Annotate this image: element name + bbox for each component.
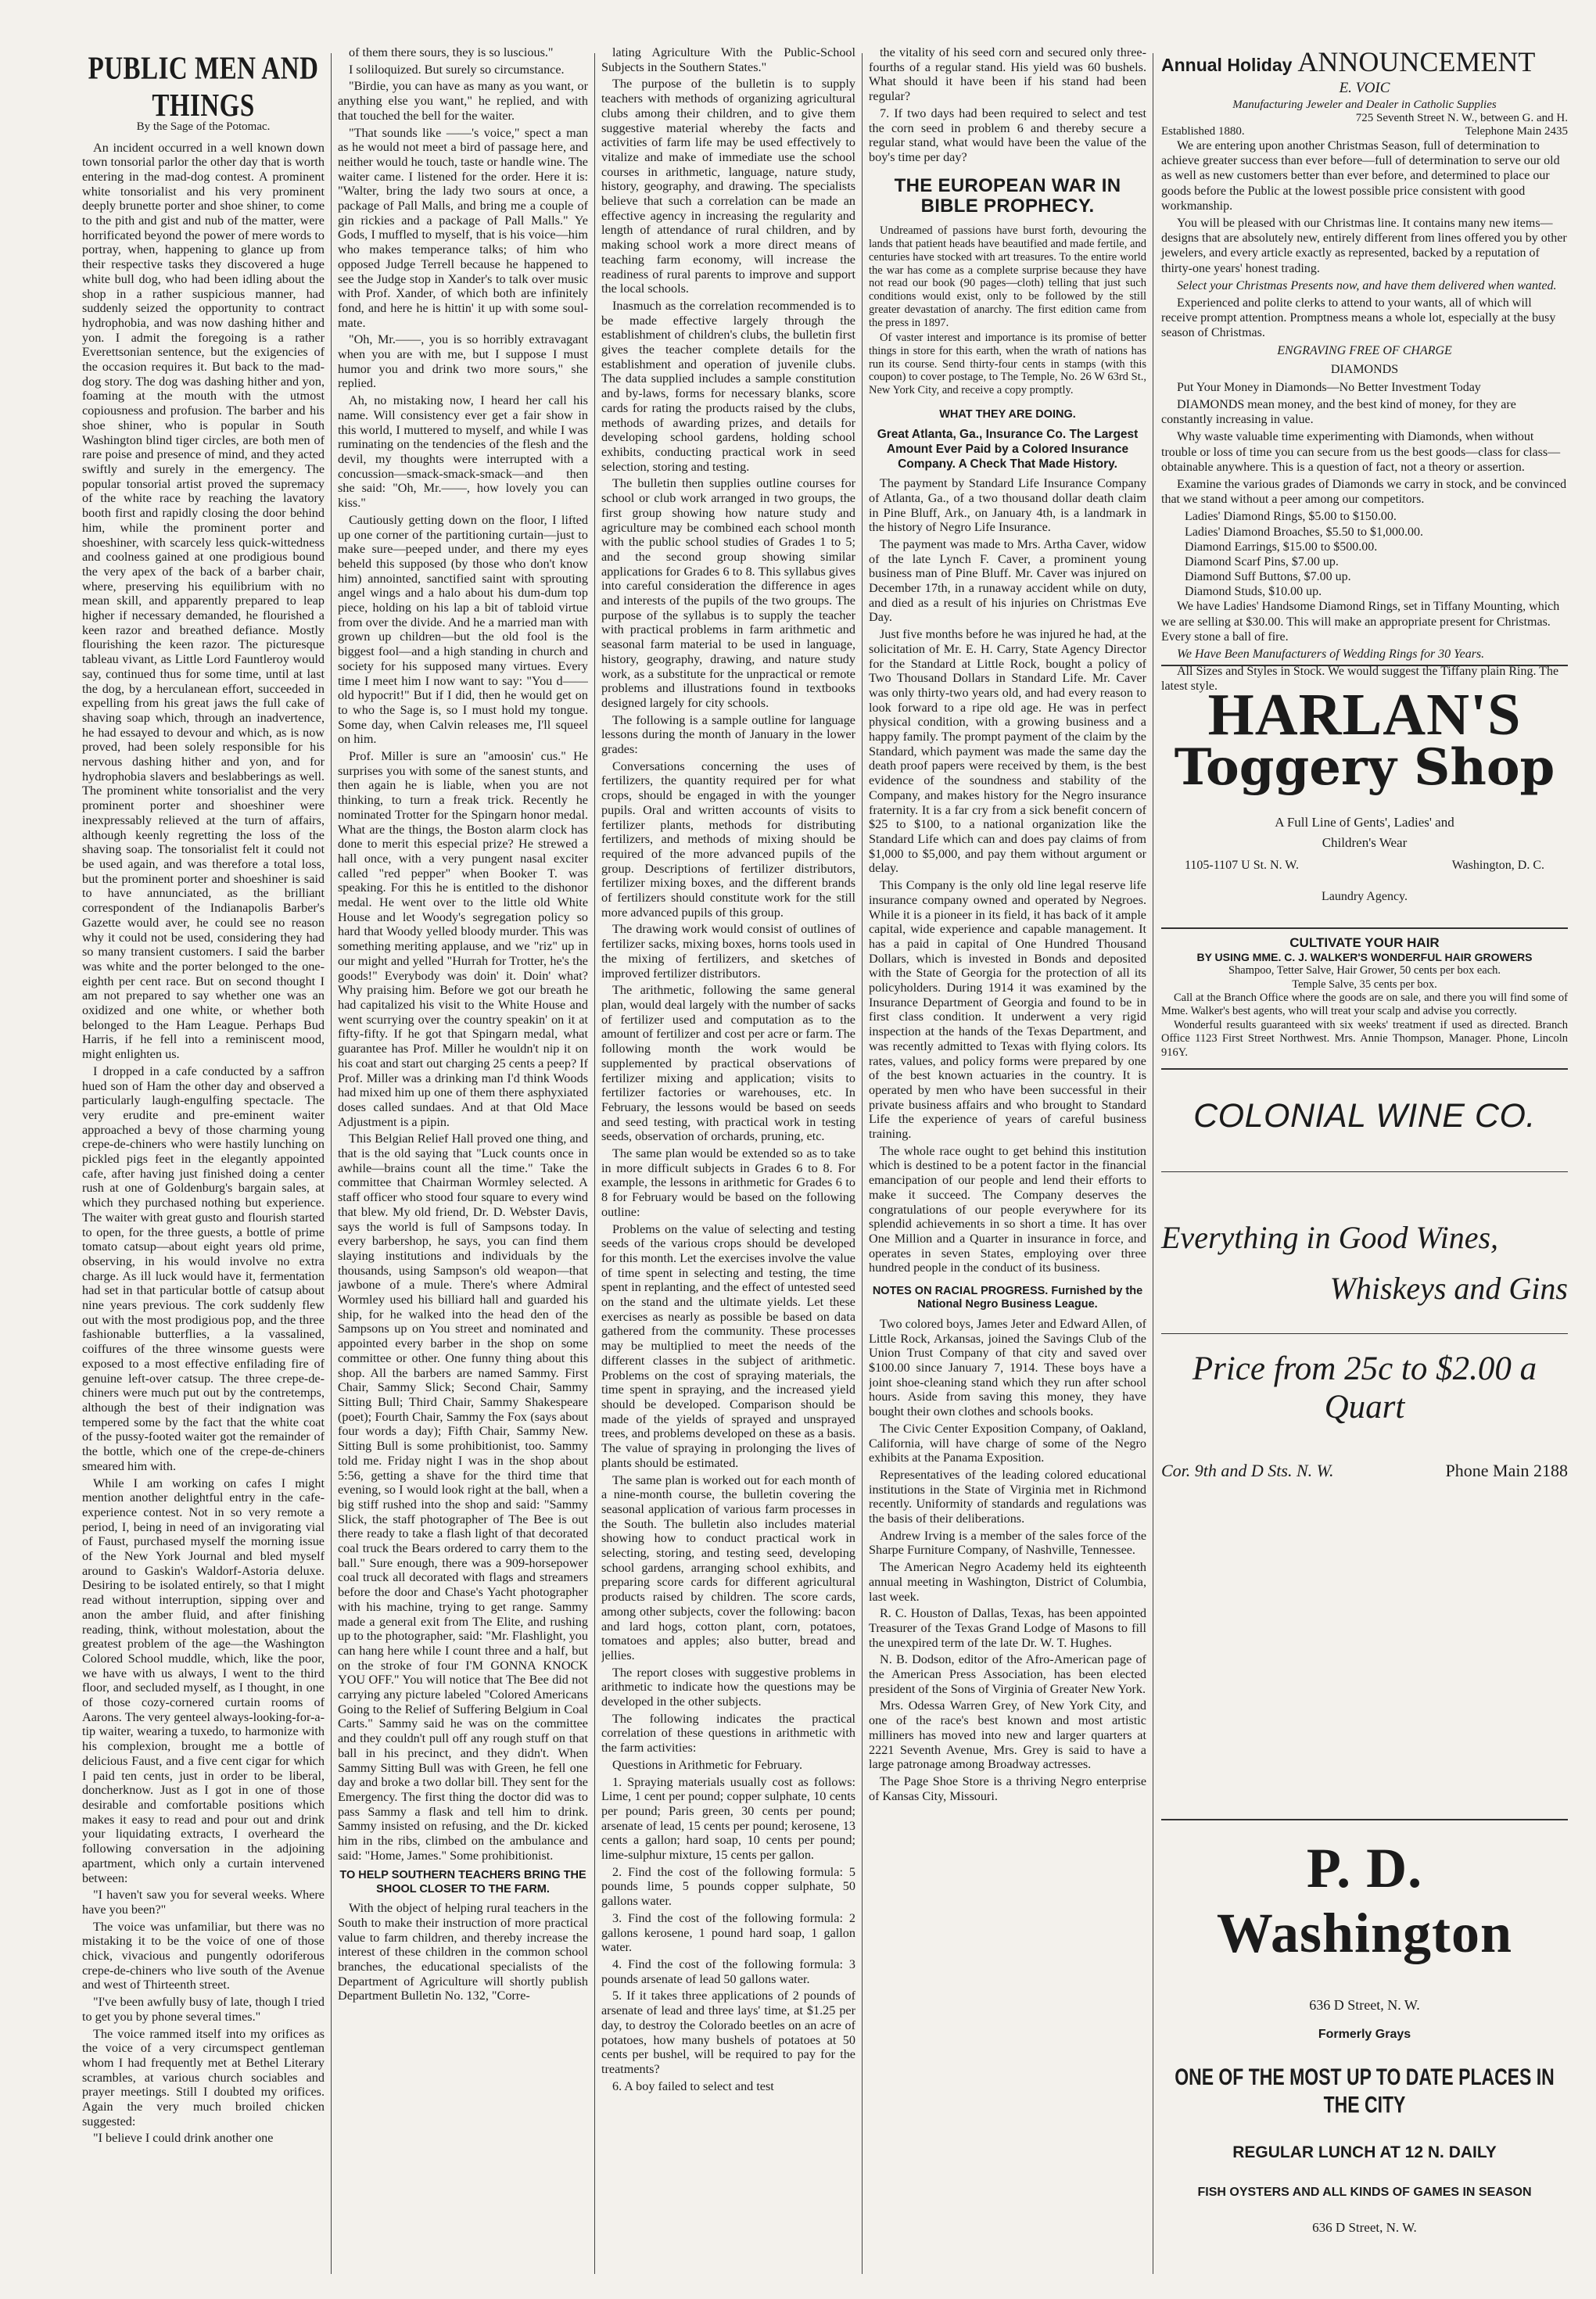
paragraph: 5. If it takes three applications of 2 pounds of arsenate of lead and three lays' time, at $1.25 per day, to destroy the Colorado beetles on an acre of potatoes, how many bushels of potatoes at 50 cents per bushel, will be required to pay for the treatments?	[601, 1989, 855, 2076]
paragraph: N. B. Dodson, editor of the Afro-American page of the American Press Association, has been elected president of the Sons of Virginia of Greater New York.	[869, 1652, 1146, 1696]
ad-paragraph: You will be pleased with our Christmas line. It contains many new items—designs that are absolutely new, entirely different from lines offered you by other jewelers, and every article exactly as represented, backed by a reputation of thirty-one years' honest trading.	[1161, 216, 1567, 275]
paragraph: "Oh, Mr.——, you is so horribly extravagant when you are with me, but I suppose I must humor you and drink two more sours," she replied.	[338, 332, 588, 391]
article-body	[869, 224, 1146, 397]
article-body	[869, 45, 1146, 165]
ad-divider	[1161, 927, 1568, 929]
ad-title-a: Annual Holiday	[1161, 55, 1293, 75]
diamonds-heading: DIAMONDS	[1330, 362, 1399, 376]
jeweler-est-row	[1161, 125, 1568, 138]
ad-title	[1161, 45, 1568, 78]
walker-ad	[1161, 935, 1568, 1059]
paragraph: R. C. Houston of Dallas, Texas, has been appointed Treasurer of the Texas Grand Lodge of Masons to fill the unexpired term of the late Dr. W. T. Hughes.	[869, 1606, 1146, 1650]
paragraph: Mrs. Odessa Warren Grey, of New York City, and one of the race's best known and most artistic milliners has moved into new and larger quarters at 2221 Seventh Avenue, Mrs. Grey is said to have a large patronage among Broadway actresses.	[869, 1698, 1146, 1772]
diamond-price-item: Diamond Earrings, $15.00 to $500.00.	[1185, 540, 1378, 554]
diamond-price-item: Ladies' Diamond Rings, $5.00 to $150.00.	[1185, 510, 1397, 524]
article-body	[338, 45, 588, 1863]
ad-paragraph: We have Ladies' Handsome Diamond Rings, set in Tiffany Mounting, which we are selling at $30.00. This will make an appropriate present for Christmas. Every stone a ball of fire.	[1161, 600, 1560, 644]
harlan-city: Washington, D. C.	[1451, 859, 1544, 873]
walker-body-2: Wonderful results guaranteed with six weeks' treatment if used as directed. Branch Office 1123 First Street Northwest. Mrs. Annie Thompson, Manager. Phone, Lincoln 916Y.	[1161, 1018, 1568, 1059]
ad-divider	[1161, 1171, 1568, 1172]
paragraph: Of vaster interest and importance is its promise of better things in store for this earth, when the wrath of nations has run its course. Send thirty-four cents in stamps (with this coupon) to cover postage, to The Temple, No. 26 W 63rd St., New York City, and receive a copy promptly.	[869, 332, 1146, 397]
paragraph: 2. Find the cost of the following formula: 5 pounds lime, 5 pounds copper sulphate, 50 gallons water.	[601, 1864, 855, 1909]
article-body	[869, 1317, 1146, 1804]
colonial-phone: Phone Main 2188	[1445, 1461, 1568, 1480]
diamond-price-item: Ladies' Diamond Broaches, $5.50 to $1,000.00.	[1185, 525, 1424, 539]
paragraph: The same plan is worked out for each month of a nine-month course, the bulletin covering the seasonal application of various farm processes in the South. The bulletin also includes material showing how to conduct practical work in selecting, storing, and testing seed, developing school gardens, arranging school exhibits, and preparing score cards for different agricultural products raised by children. The score cards, among other subjects, cover the following: bacon and lard hogs, cotton plant, corn, potatoes, tomatoes and apples; also butter, bread and jellies.	[601, 1472, 855, 1662]
paragraph: of them there sours, they is so luscious."	[349, 45, 554, 59]
walker-prices-1: Shampoo, Tetter Salve, Hair Grower, 50 cents per box each.	[1228, 964, 1501, 977]
masthead: PUBLIC MEN AND THINGS	[88, 51, 319, 124]
paragraph: The voice rammed itself into my orifices as the voice of a very circumspect gentleman whom I had frequently met at Bethel Literary scrambles, at various church sociables and prayer meetings. Still I doubted my orifices. Again the very much broiled chicken suggested:	[82, 2026, 325, 2129]
ad-paragraph: Put Your Money in Diamonds—No Better Investment Today	[1177, 380, 1481, 394]
paragraph: Two colored boys, James Jeter and Edward Allen, of Little Rock, Arkansas, joined the Savings Club of the Union Trust Company of that city and saved over $100.00 since January 7, 1914. These boys have a joint shoe-cleaning stand which they run after school hours. Aside from saving this money, they have bought their own clothes and schools books.	[869, 1316, 1146, 1419]
paragraph: "I've been awfully busy of late, though I tried to get you by phone several times."	[82, 1995, 325, 2024]
byline: By the Sage of the Potomac.	[136, 120, 271, 134]
jeweler-ad	[1161, 45, 1568, 694]
ad-paragraph: Examine the various grades of Diamonds we carry in stock, and be convinced that we stand without a peer among our competitors.	[1161, 477, 1567, 507]
european-war-headline: THE EUROPEAN WAR IN BIBLE PROPHECY.	[894, 174, 1121, 217]
column-4	[869, 45, 1146, 2282]
pdw-formerly: Formerly Grays	[1318, 2028, 1411, 2041]
paragraph: This Company is the only old line legal reserve life insurance company owned and operated by Negroes. While it is a pioneer in its field, it has back of it ample capital, wide experience and capable management. It has a paid in capital of One Hundred Thousand Dollars, which is invested in Bonds and deposited with the State of Georgia for the protection of all its policyholders. During 1914 it was examined by the Insurance Department of Georgia and found to be in first class condition. It underwent a very rigid inspection at the hands of the Texas Department, and was recently admitted to Texas with flying colors. Its rates, values, and policy forms were prepared by one of the best known actuaries in the country. It is operated by men who have been successful in their private business affairs and who brought to Standard Life the experience of years of careful business training.	[869, 878, 1146, 1142]
ad-divider	[1161, 1068, 1568, 1070]
pdw-fish: FISH OYSTERS AND ALL KINDS OF GAMES IN SEASON	[1197, 2186, 1532, 2199]
colonial-name: COLONIAL WINE CO.	[1193, 1097, 1536, 1135]
column-2	[338, 45, 588, 2282]
engraving-note: ENGRAVING FREE OF CHARGE	[1277, 344, 1452, 358]
pd-washington-ad	[1161, 1836, 1568, 2274]
jeweler-phone: Telephone Main 2435	[1465, 125, 1568, 138]
announcement-body	[1161, 138, 1568, 694]
colonial-wine-ad	[1161, 1097, 1568, 1480]
newspaper-page	[82, 45, 1568, 2282]
harlan-address-row	[1161, 859, 1568, 873]
jeweler-tagline: Manufacturing Jeweler and Dealer in Catholic Supplies	[1232, 99, 1497, 111]
paragraph: The arithmetic, following the same general plan, would deal largely with the number of sacks of fertilizer used and computation as to the amount of fertilizer and cost per acre or farm. The following month the work would be supplemented by practical observations of fertilizer mixing and application; visits to fertilizer factories or warehouses, etc. In February, the lessons would be based on seeds and seed testing, with practical work in testing seeds, observation of orchards, pruning, etc.	[601, 983, 855, 1144]
paragraph: Conversations concerning the uses of fertilizers, the quantity required per for what crops, should be engaged in with the younger pupils. Oral and written accounts of visits to fertilizer plants, methods for distributing fertilizers, and methods of mixing should be required of the more advanced pupils of the group. Descriptions of fertilizer distributors, fertilizer mixing boxes, and the different brands of fertilizers should constitute work for the still more advanced pupils of this group.	[601, 759, 855, 920]
teachers-headline: TO HELP SOUTHERN TEACHERS BRING THE SHOOL CLOSER TO THE FARM.	[339, 1869, 586, 1896]
laundry-agency: Laundry Agency.	[1321, 890, 1408, 904]
paragraph: Representatives of the leading colored educational institutions in the State of Virginia met in Richmond recently. Uniformity of standards and regulations was the basis of their deliberations.	[869, 1467, 1146, 1526]
paragraph: "I believe I could drink another one	[93, 2131, 274, 2146]
paragraph: I soliloquized. But surely so circumstance.	[349, 62, 565, 77]
racial-progress-headline: NOTES ON RACIAL PROGRESS. Furnished by the National Negro Business League.	[872, 1285, 1143, 1311]
walker-sub: BY USING MME. C. J. WALKER'S WONDERFUL HAIR GROWERS	[1196, 951, 1533, 964]
paragraph: Undreamed of passions have burst forth, devouring the lands that patient heads have beautified and made fertile, and centuries have stocked with art treasures. To the entire world the war has come as a complete surprise because they have not read our book (90 pages—cloth) telling that just such conditions would exist, only to be followed by the still greater devastation of anarchy. The first edition came from the press in 1897.	[869, 224, 1146, 329]
paragraph: Questions in Arithmetic for February.	[612, 1757, 803, 1772]
paragraph: Ah, no mistaking now, I heard her call his name. Will consistency ever get a fair show in this world, I muttered to myself, and while I was ruminating on the tendencies of the flesh and the devil, my thoughts were interrupted with a concussion—smack-smack-smack—and then she said: "Oh, Mr.——, how lovely you can kiss."	[338, 393, 588, 511]
paragraph: This Belgian Relief Hall proved one thing, and that is the old saying that "Luck counts once in awhile—brains count all the time." Take the committee that Chairman Wormley selected. A staff officer who stood four square to every wind that blew. My old friend, Dr. D. Webster Davis, says the world is full of Sampsons today. In every barbershop, he says, you can find them slaying institutions and individuals by the thousands, using Sampson's old weapon—that jawbone of a mule. There's where Admiral Wormley used his billiard hall and guarded his ship, for he walked into the head den of the Sampsons up on You street and nominated and appointed every barber in the shop on some committee or other. One funny thing about this shop. All the barbers are named Sammy. First Chair, Sammy Slick; Second Chair, Sammy Sitting Bull; Third Chair, Sammy Shakespeare (poet); Fourth Chair, Sammy the Fox (says about four words a day); Fifth Chair, Sammy New. Sitting Bull is some prohibitionist, too. Sammy told me. Friday night I was in the shop about 5:56, getting a shave for the third time that evening, so I would look right at the ball, when a big stiff rushed into the shop and said: "Sammy Slick, the staff photographer of The Bee is out there ready to take a flash light of that decorated coal truck the Bears ordered to carry them to the ball." Sure enough, there was a 909-horsepower coal truck all decorated with flags and streamers before the door and Chase's Yacht photographer with his machine, trying to get range. Sammy made a general exit from The Elite, and rushing up to the photographer, said: "Mr. Flashlight, you can hang here while I count three and a half, but on the stroke of four I'M GONNA KNOCK YOU OFF." You will notice that The Bee did not carrying any picture labeled "Colored Americans Going to the Relief of Suffering Belgium in Coal Carts." Sammy said he was on the committee and they couldn't pull off any rough stuff on that ball in his precinct, and they didn't. When Sammy Sitting Bull was with Green, he fell one day and broke a two dollar bill. They sent for the Emergency. The first thing the doctor did was to pass Sammy a flask and tell him to drink. Sammy insisted on refusing, and the Dr. kicked him in the ribs, climbed on the ambulance and said: "Home, James." Some prohibitionist.	[338, 1132, 588, 1863]
paragraph: lating Agriculture With the Public-School Subjects in the Southern States."	[601, 45, 855, 74]
paragraph: "I haven't saw you for several weeks. Where have you been?"	[82, 1888, 325, 1917]
column-3	[601, 45, 855, 2282]
paragraph: 1. Spraying materials usually cost as follows: Lime, 1 cent per pound; copper sulphate, 10 cents per pound; Paris green, 30 cents per pound; arsenate of lead, 15 cents per pound; kerosene, 13 cents a gallon; hard soap, 10 cents per pound; lime-sulphur mixture, 15 cents per gallon.	[601, 1774, 855, 1863]
diamond-price-item: Diamond Suff Buttons, $7.00 up.	[1185, 570, 1351, 584]
paragraph: Cautiously getting down on the floor, I lifted up one corner of the partitioning curtain—just to make sure—peeped under, and there my eyes beheld this supposed (by those who don't know him) annointed, sanctified saint with sprouting angel wings and a halo about his dum-dum top piece, holding on his lap a bit of tabloid virtue from over the divide. And he a married man with grown up children—but the old fool is the biggest fool—and a high standing in church and society for his supposed many virtues. Every time I meet him I now want to say: "You d—— old hypocrit!" But if I did, then he would get on to who the Sage is, so I must hold my tongue. Some day, when Calvin releases me, I'll squeel on him.	[338, 512, 588, 747]
walker-body: Call at the Branch Office where the goods are on sale, and there you will find some of Mme. Walker's best agents, who will treat your scalp and advise you correctly.	[1161, 991, 1568, 1018]
colonial-address: Cor. 9th and D Sts. N. W.	[1161, 1461, 1334, 1480]
ad-divider	[1161, 1333, 1568, 1334]
paragraph: The purpose of the bulletin is to supply teachers with methods of organizing agricultural clubs among their children, and to give them suggestive material whereby the facts and activities of farm life may be used effectively to vitalize and make of immediate use the school courses in arithmetic, language, nature study, history, geography, and drawing. The specialists believe that such a correlation can be made an effective agency in increasing the regularity and length of attendance of rural children, and by making school work a more direct means of teaching farm economy, will increase the readiness of rural parents to improve and support the local schools.	[601, 77, 855, 296]
ad-divider	[1161, 665, 1568, 666]
diamond-price-item: Diamond Scarf Pins, $7.00 up.	[1185, 554, 1339, 568]
pdw-address: 636 D Street, N. W.	[1309, 1997, 1420, 2013]
ad-paragraph: We Have Been Manufacturers of Wedding Rings for 30 Years.	[1177, 647, 1485, 661]
harlan-line2: Children's Wear	[1322, 835, 1408, 851]
harlan-name: HARLAN'S	[1207, 682, 1522, 748]
jeweler-name: E. VOIC	[1339, 80, 1390, 96]
paragraph: the vitality of his seed corn and secured only three-fourths of a regular stand. His yield was 60 bushels. What should it have been if his stand had been regular?	[869, 45, 1146, 104]
paragraph: Prof. Miller is sure an "amoosin' cus." He surprises you with some of the sanest stunts, and then again he is liable, when you are not thinking, to turn a freak trick. Recently he nominated Trotter for the Spingarn honor medal. What are the things, the Boston alarm clock has done to merit this especial prize? He strewed a hall once, with a very pungent nasal exciter called "red pepper" when Booker T. was speaking. For this he is entitled to the dishonor medal. He went over to the little old White House and let Woody's segregation policy so hard that Woody yelled bloody murder. This was something meriting applause, and we "riz" up in our might and yelled "Hurrah for Trotter, he's the goods!" Everybody was doin' it. Doin' what? Why praising him. Before we got our breath he had capitalized his visit to the White House and went scurrying over the country speakin' on it at fifty-fifty. If he got that Spingarn medal, what guarantee has Prof. Miller he wouldn't nip it on his coat and start out charging 25 cents a peep? If Prof. Miller was a drinking man I'd think Woods had mixed him up one of them there asphyxiated doses called sundaes. And at that Old Mace Adjustment is a pipin.	[338, 749, 588, 1129]
jeweler-address: 725 Seventh Street N. W., between G. and H.	[1355, 112, 1568, 124]
paragraph: I dropped in a cafe conducted by a saffron hued son of Ham the other day and observed a particularly laugh-engulfing spectacle. The very erudite and pre-eminent waiter approached a bevy of those charming young crepe-de-chiners who were hastily lunching on pickled pigs feet in the elegantly appointed cafe, after having just finished doing a center rush at one of Goldenburg's bargain sales, at which they purchased nothing but experience. The waiter with great gusto and flourish started to open, for the three guests, a bottle of prime tomato catsup—about eight years old prime, observing, in his would involve no extra charge. As ill luck would have it, fermentation had set in that particular bottle of catsup about nine years previous. The cork suddenly flew out with the most prodigious pop, and the three fashionable butterflies, a la vassalined, coiffures of the three winsome guests were exposed to a most effective enfilading fire of genuine left-over catsup. The three crepe-de-chiners were much put out by the contretemps, although the best of their indignation was tempered some by the fact that the white coat of the pussy-footed waiter got the remainder of the bottle, which one of the crepe-de-chiners smeared him with.	[82, 1063, 325, 1473]
ad-title-b: ANNOUNCEMENT	[1297, 46, 1536, 77]
walker-prices-2: Temple Salve, 35 cents per box.	[1292, 977, 1437, 991]
article-body	[338, 1901, 588, 2003]
paragraph: The payment was made to Mrs. Artha Caver, widow of the late Lynch F. Caver, a prominent young business man of Pine Bluff. Mr. Caver was injured on December 17th, in a runaway accident while on duty, and died as a result of his injuries on Christmas Eve Day.	[869, 536, 1146, 625]
harlan-line1: A Full Line of Gents', Ladies' and	[1275, 815, 1454, 830]
paragraph: Problems on the value of selecting and testing seeds of the various crops should be developed for this month. Let the exercises involve the value of time spent in selecting and testing, the time spent in replanting, and the effect of untested seed on the stand and the ultimate yields. Let these exercises as nearly as possible be based on data gathered from the community. These processes may be multiplied to meet the needs of the different classes in the subject of arithmetic. Problems on the cost of spraying materials, the time spent in spraying, and the increased yield should be developed. Comparison should be made of the yields of sprayed and unsprayed trees, and problems developed on these as a basis. The value of spraying in prolonging the lives of plants should be estimated.	[601, 1221, 855, 1470]
paragraph: The drawing work would consist of outlines of fertilizer sacks, mixing boxes, horns tools used in the mixing of fertilizers, and sketches of improved fertilizer distributors.	[601, 922, 855, 981]
paragraph: The payment by Standard Life Insurance Company of Atlanta, Ga., of a two thousand dollar death claim in Pine Bluff, Ark., on January 4th, is a landmark in the history of Negro Life Insurance.	[869, 476, 1146, 535]
colonial-line1: Everything in Good Wines,	[1161, 1220, 1499, 1255]
pdw-name: P. D. Washington	[1216, 1837, 1513, 1964]
paragraph: The whole race ought to get behind this institution which is destined to be a potent factor in the financial emancipation of our people and lend their efforts to make it succeed. The Company deserves the congratulations of our people everywhere for its splendid achievements in so short a time. It has over One Million and a Quarter in insurance in force, and operates in seven States, employing over three hundred people in the conduct of its business.	[869, 1143, 1146, 1275]
paragraph: The Civic Center Exposition Company, of Oakland, California, will have charge of some of the Negro exhibits at the Panama Exposition.	[869, 1421, 1146, 1465]
paragraph: 3. Find the cost of the following formula: 2 gallons kerosene, 1 pound hard soap, 1 gallon water.	[601, 1910, 855, 1955]
ad-divider	[1161, 1819, 1568, 1820]
paragraph: Just five months before he was injured he had, at the solicitation of Mr. E. H. Carry, State Agency Director for the Standard at Little Rock, bought a policy of Two Thousand Dollars in Standard Life. Mr. Caver was only thirty-two years old, and had every reason to look forward to a ripe old age. He was in perfect physical condition, with a growing business and a happy family. The prompt payment of the claim by the Standard, which payment was made the same day the death proof papers were received by them, is the best evidence of the soundness and stability of the Company, and makes history for the Negro insurance fraternity. It is a far cry from a sick benefit concern of $25 to $100, to a national organization like the Standard Life which can and does pay claims of from $1,000 to $5,000, and pay them without argument or delay.	[869, 627, 1146, 876]
paragraph: "Birdie, you can have as many as you want, or anything else you want," he replied, and with that touched the bell for the waiter.	[338, 79, 588, 123]
column-rule	[862, 53, 863, 2274]
pdw-slogan: ONE OF THE MOST UP TO DATE PLACES IN THE CITY	[1175, 2063, 1555, 2118]
diamond-price-item: Diamond Studs, $10.00 up.	[1185, 585, 1322, 599]
paragraph: The same plan would be extended so as to take in more difficult subjects in Grades 6 to 8. For example, the lessons in arithmetic for Grades 6 to 8 for February would be based on the following outline:	[601, 1146, 855, 1219]
paragraph: The bulletin then supplies outline courses for school or club work arranged in two groups, the first group showing how nature study and agriculture may be combined each school month with the public school studies of Grades 1 to 5; and the second group showing similar applications for Grades 6 to 8. This syllabus gives into careful consideration the difference in ages and interests of the pupils of the two groups. The purpose of the syllabus is to supply the teacher with practical problems in farm arithmetic and seasonal farm material to be used in language, history, geography, drawing, and nature study work, as a substitute for the unpractical or remote problems and illustrations found in textbooks designed largely for city schools.	[601, 476, 855, 710]
ad-paragraph: Why waste valuable time experimenting with Diamonds, when without trouble or loss of time you can secure from us the best goods—class for class—obtainable anywhere. This is a question of fact, not a theory or assertion.	[1161, 430, 1561, 474]
ad-paragraph: All Sizes and Styles in Stock. We would suggest the Tiffany plain Ring. The latest style.	[1161, 665, 1559, 694]
paragraph: The Page Shoe Store is a thriving Negro enterprise of Kansas City, Missouri.	[869, 1774, 1146, 1803]
paragraph: The American Negro Academy held its eighteenth annual meeting in Washington, District of Columbia, last week.	[869, 1560, 1146, 1604]
paragraph: The report closes with suggestive problems in arithmetic to indicate how the questions may be developed in the other subjects.	[601, 1665, 855, 1709]
paragraph: The following is a sample outline for language lessons during the month of January in the lower grades:	[601, 712, 855, 757]
paragraph: 6. A boy failed to select and test	[612, 2078, 774, 2093]
what-they-are-doing-headline: WHAT THEY ARE DOING.	[939, 407, 1076, 421]
column-rule	[594, 53, 595, 2274]
paragraph: An incident occurred in a well known down town tonsorial parlor the other day that is worth entering in the mad-dog contest. A prominent white tonsorialist and his very prominent deeply brunette porter and shoe shiner, to come to the pith and gist and nub of the matter, were horrificated beyond the power of mere words to portray, when, happening to glance up from their respective tasks they discovered a huge white bull dog, who had been idling about the shop in a rather suspicious manner, had suddenly seized the opportunity to contract hydrophobia, and was now dashing hither and yon. I admit the foregoing is a rather Everettsonian sentence, but the exigencies of the occasion requires it. But back to the mad-dog story. The dog was dashing hither and yon, foaming at the mouth with the utmost copiousness and profusion. The barber and his shoe shiner, who is popular in South Washington blind tiger circles, are both men of rare poise and presence of mind, and they acted swiftly and surely in the emergency. The popular tonsorial artist proved the supremacy of the white race by reaching the lavatory booth first and rapidly closing the door behind him, while the prominent porter and shoeshiner, with scarcely less quick-wittedness and coolness gained at one prodigious bound the very apex of the back of a barber chair, where, preserving his equilibrium with no mean skill, and apparently prepared to leap higher if necessary demanded, he flourished a keen razor and breathed defiance. Mostly flourishing the keen razor. The picturesque tableau vivant, as Little Lord Fauntleroy would say, continued thus for some time, until at last the dog, by a herculanean effort, succeeded in expelling from his great jaws the full cake of shaving soap which, through an inadvertence, he had essayed to devour and which, as is now proved, had been solely responsible for his nervous dashing hither and yon, and for hydrophobia slavers and beslabberings as well. The prominent white tonsorialist and the very prominent porter and shoeshiner were inexpressably relieved at the turn of affairs, although keenly regretting the loss of the shaving soap. The tonsorialist felt it could not be used again, and was therefore a total loss, but the prominent porter and shoeshiner is said to have annunciated, as the brilliant correspondent of the Indianapolis Barber's Gazette would aver, he could see no reason why it could not be used, considering they had so many transient customers. I said the barber was white and the porter belonged to the one-eighth per cent race. But on second thought I am not prepared to say whether one was an oxidized and one white, or whether both belonged to the Ham League. Perhaps Bud Harris, if he fell into a reminiscent mood, might enlighten us.	[82, 140, 325, 1062]
article-body	[82, 141, 325, 2147]
paragraph: With the object of helping rural teachers in the South to make their instruction of more practical value to farm children, and thereby increase the interest of these children in the common school branches, the educational specialists of the Department of Agriculture will shortly publish Department Bulletin No. 132, "Corre-	[338, 1901, 588, 2003]
ad-paragraph: DIAMONDS mean money, and the best kind of money, for they are constantly increasing in value.	[1161, 398, 1516, 427]
diamond-price-list	[1161, 509, 1568, 599]
paragraph: While I am working on cafes I might mention another delightful entry in the cafe-experience contest. Not in so very remote a period, I, being in need of an invigorating vial of Faust, purchased myself the morning issue of the New York Journal and bled myself around to Gaskin's Waldorf-Astoria deluxe. Desiring to be isolated entirely, so that I might read without interruption, sipping over and anon the amber fluid, and after finishing reading, think, without molestation, about the greatest problem of the age—the Washington Colored School muddle, which, like the poor, we have with us always, I went to the third floor, and secluded myself, as I thought, in one of those cozy-cornered curtain rooms of Aarons. The very genteel always-looking-for-a-tip waiter, wearing a tuxedo, to harmonize with his complexion, brought me a bottle of delicious Faust, and a five cent cigar for which I paid ten cents, just in order to be liberal, doncherknow. Just as I got in one of those desirable and comfortable positions which makes it easy to read and pour out and drink your liquidating extracts, I overheard the following conversation in the adjoining apartment, which only a curtain intervened between:	[82, 1476, 325, 1885]
pdw-address-2: 636 D Street, N. W.	[1312, 2220, 1417, 2235]
pdw-lunch: REGULAR LUNCH AT 12 N. DAILY	[1232, 2143, 1497, 2161]
paragraph: Andrew Irving is a member of the sales force of the Sharpe Furniture Company, of Nashville, Tennessee.	[869, 1528, 1146, 1558]
colonial-line2: Whiskeys and Gins	[1329, 1271, 1568, 1306]
colonial-price: Price from 25c to $2.00 a Quart	[1192, 1350, 1537, 1426]
paragraph: Inasmuch as the correlation recommended is to be made effective largely through the establishment of children's clubs, the bulletin first gives the teacher complete details for the establishment and operation of juvenile clubs. The data supplied includes a sample constitution and by-laws, forms for necessary blanks, score cards for rating the products raised by the clubs, methods of awarding prizes, and details for developing school gardens, holding school exhibits, conducting practical work in seed selection, storing and testing.	[601, 298, 855, 474]
walker-head: CULTIVATE YOUR HAIR	[1289, 935, 1440, 950]
paragraph: The following indicates the practical correlation of these questions in arithmetic with the farm activities:	[601, 1711, 855, 1756]
article-body	[601, 45, 855, 2093]
column-1	[82, 45, 325, 2282]
ad-paragraph: Experienced and polite clerks to attend to your wants, all of which will receive prompt attention. Promptness means a whole lot, especially at the busy season of Christmas.	[1161, 296, 1556, 340]
paragraph: The voice was unfamiliar, but there was no mistaking it to be the voice of one of those chick, vivacious and pungently odoriferous crepe-de-chiners who live south of the Avenue and west of Thirteenth street.	[82, 1919, 325, 1992]
ad-paragraph: Select your Christmas Presents now, and have them delivered when wanted.	[1177, 278, 1557, 292]
toggery-shop: Toggery Shop	[1174, 738, 1555, 798]
paragraph: 7. If two days had been required to select and test the corn seed in problem 6 and thereby secure a regular stand, what would have been the value of the boy's time per day?	[869, 106, 1146, 164]
paragraph: 4. Find the cost of the following formula: 3 pounds arsenate of lead 50 gallons water.	[601, 1957, 855, 1986]
insurance-subhead: Great Atlanta, Ga., Insurance Co. The Largest Amount Ever Paid by a Colored Insurance Company. A Check That Made History.	[877, 428, 1139, 471]
harlan-address: 1105-1107 U St. N. W.	[1185, 859, 1299, 873]
column-rule	[331, 53, 332, 2274]
paragraph: "That sounds like ——'s voice," spect a man as he would not meet a bird of passage here, and neither would he touch, taste or handle wine. The waiter came. I listened for the order. Here it is: "Walter, bring the lady two sours at once, a package of Pall Malls, and bring me a couple of gin rickies and a package of Pall Malls." Ye Gods, I muffled to myself, that is his voice—him who makes temperance talks; of him who opposed Judge Terrell because he happened to see the Judge stop in Xander's to talk over music with Prof. Xander, of which both are infinitely fond, and here he is hittin' it up with some soul-mate.	[338, 125, 588, 330]
ad-paragraph: We are entering upon another Christmas Season, full of determination to achieve greater success than ever before—full of determination to serve our old as well as new customers better than ever before, and determined to place our goods before the Public at the lowest possible price consistent with good workmanship.	[1161, 139, 1560, 213]
colonial-address-row	[1161, 1461, 1568, 1481]
established: Established 1880.	[1161, 125, 1245, 138]
harlan-ad	[1161, 682, 1568, 904]
article-body	[869, 476, 1146, 1275]
